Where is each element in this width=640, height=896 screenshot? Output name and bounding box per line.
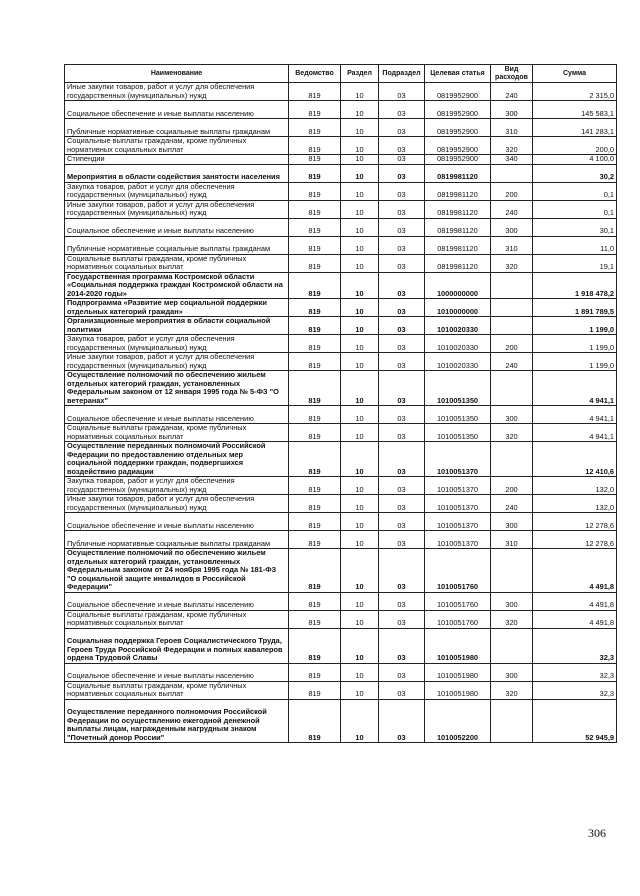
row-target-article: 0819981120: [425, 218, 491, 236]
row-subsection: 03: [379, 681, 425, 699]
row-expense-type: 310: [491, 119, 533, 137]
row-expense-type: 320: [491, 681, 533, 699]
row-department: 819: [289, 513, 341, 531]
row-section: 10: [341, 610, 379, 628]
header-subsection: Подраздел: [379, 65, 425, 83]
row-name: Государственная программа Костромской области «Социальная поддержка граждан Костромской области на 2014-2020 годы»: [65, 272, 289, 299]
row-target-article: 0819952900: [425, 83, 491, 101]
row-section: 10: [341, 272, 379, 299]
row-name: Осуществление полномочий по обеспечению жильем отдельных категорий граждан, установленных Федеральным законом от 12 января 1995 года № 5-ФЗ "О ветеранах": [65, 371, 289, 406]
row-name: Стипендии: [65, 155, 289, 165]
row-amount: 1 199,0: [533, 353, 617, 371]
header-department: Ведомство: [289, 65, 341, 83]
row-amount: 32,3: [533, 681, 617, 699]
table-row: [65, 101, 617, 119]
row-name: Публичные нормативные социальные выплаты гражданам: [65, 119, 289, 137]
row-expense-type: [491, 299, 533, 317]
row-section: 10: [341, 164, 379, 182]
table-row: [65, 549, 617, 593]
row-department: 819: [289, 317, 341, 335]
table-row: [65, 335, 617, 353]
header-expense-type: Вид расходов: [491, 65, 533, 83]
row-expense-type: [491, 164, 533, 182]
row-amount: 4 491,8: [533, 592, 617, 610]
row-amount: 2 315,0: [533, 83, 617, 101]
row-department: 819: [289, 371, 341, 406]
row-expense-type: 240: [491, 353, 533, 371]
header-name: Наименование: [65, 65, 289, 83]
row-name: Социальное обеспечение и иные выплаты населению: [65, 218, 289, 236]
table-row: [65, 155, 617, 165]
row-amount: 4 491,8: [533, 549, 617, 593]
row-subsection: 03: [379, 254, 425, 272]
table-row: [65, 495, 617, 513]
row-target-article: 1010051350: [425, 406, 491, 424]
table-row: [65, 137, 617, 155]
row-section: 10: [341, 299, 379, 317]
header-amount: Сумма: [533, 65, 617, 83]
row-department: 819: [289, 137, 341, 155]
row-amount: 200,0: [533, 137, 617, 155]
budget-table: [64, 64, 617, 743]
row-target-article: 1010020330: [425, 317, 491, 335]
row-subsection: 03: [379, 83, 425, 101]
row-section: 10: [341, 549, 379, 593]
table-row: [65, 254, 617, 272]
row-subsection: 03: [379, 272, 425, 299]
row-section: 10: [341, 406, 379, 424]
row-target-article: 1010051370: [425, 442, 491, 477]
row-name: Подпрограмма «Развитие мер социальной поддержки отдельных категорий граждан»: [65, 299, 289, 317]
row-target-article: 1010051350: [425, 424, 491, 442]
row-expense-type: 300: [491, 406, 533, 424]
table-body: [65, 83, 617, 743]
row-subsection: 03: [379, 182, 425, 200]
row-department: 819: [289, 254, 341, 272]
row-subsection: 03: [379, 101, 425, 119]
row-name: Публичные нормативные социальные выплаты гражданам: [65, 531, 289, 549]
row-name: Социальные выплаты гражданам, кроме публичных нормативных социальных выплат: [65, 137, 289, 155]
row-expense-type: 200: [491, 335, 533, 353]
row-subsection: 03: [379, 699, 425, 743]
table-row: [65, 442, 617, 477]
row-department: 819: [289, 236, 341, 254]
row-amount: 32,3: [533, 628, 617, 663]
row-department: 819: [289, 424, 341, 442]
row-department: 819: [289, 663, 341, 681]
row-name: Закупка товаров, работ и услуг для обеспечения государственных (муниципальных) нужд: [65, 335, 289, 353]
table-row: [65, 663, 617, 681]
row-expense-type: [491, 442, 533, 477]
row-amount: 12 278,6: [533, 531, 617, 549]
row-target-article: 1010051760: [425, 592, 491, 610]
row-section: 10: [341, 335, 379, 353]
row-subsection: 03: [379, 164, 425, 182]
row-expense-type: 320: [491, 254, 533, 272]
row-section: 10: [341, 592, 379, 610]
row-target-article: 0819981120: [425, 200, 491, 218]
row-department: 819: [289, 83, 341, 101]
row-section: 10: [341, 513, 379, 531]
row-expense-type: 300: [491, 592, 533, 610]
row-subsection: 03: [379, 610, 425, 628]
row-subsection: 03: [379, 477, 425, 495]
row-subsection: 03: [379, 317, 425, 335]
row-section: 10: [341, 353, 379, 371]
row-department: 819: [289, 155, 341, 165]
row-amount: 1 199,0: [533, 317, 617, 335]
row-subsection: 03: [379, 299, 425, 317]
row-expense-type: [491, 699, 533, 743]
row-target-article: 1010051370: [425, 495, 491, 513]
row-name: Иные закупки товаров, работ и услуг для обеспечения государственных (муниципальных) нужд: [65, 495, 289, 513]
row-amount: 141 283,1: [533, 119, 617, 137]
row-name: Публичные нормативные социальные выплаты гражданам: [65, 236, 289, 254]
row-target-article: 0819981120: [425, 236, 491, 254]
row-expense-type: 320: [491, 137, 533, 155]
row-name: Осуществление переданного полномочия Российской Федерации по осуществлению ежегодной денежной выплаты лицам, награжденным нагрудным знаком "Почетный донор России": [65, 699, 289, 743]
table-row: [65, 353, 617, 371]
row-subsection: 03: [379, 531, 425, 549]
table-row: [65, 371, 617, 406]
row-amount: 145 583,1: [533, 101, 617, 119]
row-subsection: 03: [379, 592, 425, 610]
row-amount: 30,1: [533, 218, 617, 236]
row-name: Социальные выплаты гражданам, кроме публичных нормативных социальных выплат: [65, 681, 289, 699]
row-section: 10: [341, 254, 379, 272]
row-name: Закупка товаров, работ и услуг для обеспечения государственных (муниципальных) нужд: [65, 182, 289, 200]
row-target-article: 1010000000: [425, 299, 491, 317]
row-department: 819: [289, 699, 341, 743]
row-department: 819: [289, 592, 341, 610]
row-target-article: 1010051370: [425, 477, 491, 495]
row-target-article: 0819981120: [425, 254, 491, 272]
row-section: 10: [341, 531, 379, 549]
row-amount: 4 941,1: [533, 406, 617, 424]
row-subsection: 03: [379, 406, 425, 424]
row-subsection: 03: [379, 200, 425, 218]
row-target-article: 1010052200: [425, 699, 491, 743]
row-target-article: 1010051760: [425, 549, 491, 593]
row-department: 819: [289, 406, 341, 424]
row-expense-type: [491, 628, 533, 663]
row-expense-type: 310: [491, 236, 533, 254]
table-row: [65, 477, 617, 495]
row-amount: 1 199,0: [533, 335, 617, 353]
row-subsection: 03: [379, 442, 425, 477]
row-amount: 52 945,9: [533, 699, 617, 743]
row-amount: 0,1: [533, 182, 617, 200]
table-row: [65, 218, 617, 236]
row-name: Осуществление переданных полномочий Российской Федерации по предоставлению отдельных мер социальной поддержки граждан, подвергшихся воздействию радиации: [65, 442, 289, 477]
row-department: 819: [289, 335, 341, 353]
row-target-article: 1010020330: [425, 335, 491, 353]
row-department: 819: [289, 353, 341, 371]
row-target-article: 1000000000: [425, 272, 491, 299]
row-amount: 132,0: [533, 477, 617, 495]
row-expense-type: [491, 549, 533, 593]
row-section: 10: [341, 83, 379, 101]
row-section: 10: [341, 200, 379, 218]
row-expense-type: 300: [491, 663, 533, 681]
row-section: 10: [341, 424, 379, 442]
table-row: [65, 592, 617, 610]
row-amount: 12 410,6: [533, 442, 617, 477]
row-subsection: 03: [379, 495, 425, 513]
row-name: Социальное обеспечение и иные выплаты населению: [65, 101, 289, 119]
row-subsection: 03: [379, 628, 425, 663]
row-subsection: 03: [379, 137, 425, 155]
row-subsection: 03: [379, 424, 425, 442]
row-section: 10: [341, 218, 379, 236]
row-target-article: 0819981120: [425, 164, 491, 182]
row-department: 819: [289, 200, 341, 218]
table-row: [65, 119, 617, 137]
row-section: 10: [341, 663, 379, 681]
row-target-article: 1010051350: [425, 371, 491, 406]
row-expense-type: [491, 272, 533, 299]
row-expense-type: 200: [491, 182, 533, 200]
row-section: 10: [341, 236, 379, 254]
row-expense-type: 240: [491, 83, 533, 101]
row-department: 819: [289, 531, 341, 549]
row-amount: 4 941,1: [533, 371, 617, 406]
table-row: [65, 182, 617, 200]
header-target-article: Целевая статья: [425, 65, 491, 83]
row-section: 10: [341, 628, 379, 663]
table-header-row: [65, 65, 617, 83]
row-subsection: 03: [379, 155, 425, 165]
row-amount: 32,3: [533, 663, 617, 681]
row-name: Осуществление полномочий по обеспечению жильем отдельных категорий граждан, установленных Федеральным законом от 24 ноября 1995 года № 181-ФЗ "О социальной защите инвалидов в Российской Федерации": [65, 549, 289, 593]
row-subsection: 03: [379, 335, 425, 353]
table-row: [65, 513, 617, 531]
row-name: Социальные выплаты гражданам, кроме публичных нормативных социальных выплат: [65, 254, 289, 272]
row-name: Социальные выплаты гражданам, кроме публичных нормативных социальных выплат: [65, 610, 289, 628]
row-expense-type: 240: [491, 200, 533, 218]
row-expense-type: [491, 371, 533, 406]
page-number: 306: [588, 826, 606, 840]
row-department: 819: [289, 272, 341, 299]
row-subsection: 03: [379, 236, 425, 254]
row-name: Социальное обеспечение и иные выплаты населению: [65, 663, 289, 681]
row-target-article: 0819952900: [425, 137, 491, 155]
table-row: [65, 424, 617, 442]
table-row: [65, 531, 617, 549]
row-amount: 1 918 478,2: [533, 272, 617, 299]
row-department: 819: [289, 549, 341, 593]
row-target-article: 1010051370: [425, 513, 491, 531]
row-department: 819: [289, 610, 341, 628]
row-expense-type: 200: [491, 477, 533, 495]
row-target-article: 1010051370: [425, 531, 491, 549]
row-subsection: 03: [379, 218, 425, 236]
row-section: 10: [341, 442, 379, 477]
row-amount: 30,2: [533, 164, 617, 182]
table-row: [65, 299, 617, 317]
row-target-article: 0819952900: [425, 155, 491, 165]
table-row: [65, 200, 617, 218]
row-target-article: 1010020330: [425, 353, 491, 371]
row-department: 819: [289, 101, 341, 119]
row-name: Социальное обеспечение и иные выплаты населению: [65, 406, 289, 424]
row-name: Закупка товаров, работ и услуг для обеспечения государственных (муниципальных) нужд: [65, 477, 289, 495]
row-subsection: 03: [379, 353, 425, 371]
row-name: Социальная поддержка Героев Социалистического Труда, Героев Труда Российской Федерации и полных кавалеров ордена Трудовой Славы: [65, 628, 289, 663]
row-expense-type: 300: [491, 513, 533, 531]
row-target-article: 1010051760: [425, 610, 491, 628]
row-expense-type: 320: [491, 424, 533, 442]
row-section: 10: [341, 119, 379, 137]
row-section: 10: [341, 681, 379, 699]
row-department: 819: [289, 628, 341, 663]
row-section: 10: [341, 101, 379, 119]
row-subsection: 03: [379, 371, 425, 406]
row-name: Социальные выплаты гражданам, кроме публичных нормативных социальных выплат: [65, 424, 289, 442]
row-target-article: 0819952900: [425, 119, 491, 137]
row-subsection: 03: [379, 549, 425, 593]
row-department: 819: [289, 182, 341, 200]
row-target-article: 1010051980: [425, 663, 491, 681]
table-row: [65, 610, 617, 628]
header-section: Раздел: [341, 65, 379, 83]
row-section: 10: [341, 371, 379, 406]
table-row: [65, 317, 617, 335]
row-amount: 1 891 789,5: [533, 299, 617, 317]
table-row: [65, 236, 617, 254]
row-amount: 0,1: [533, 200, 617, 218]
row-subsection: 03: [379, 119, 425, 137]
row-department: 819: [289, 119, 341, 137]
row-section: 10: [341, 699, 379, 743]
row-name: Мероприятия в области содействия занятости населения: [65, 164, 289, 182]
row-expense-type: [491, 317, 533, 335]
row-department: 819: [289, 495, 341, 513]
row-department: 819: [289, 218, 341, 236]
row-expense-type: 310: [491, 531, 533, 549]
row-name: Социальное обеспечение и иные выплаты населению: [65, 592, 289, 610]
row-department: 819: [289, 442, 341, 477]
row-expense-type: 300: [491, 101, 533, 119]
row-target-article: 0819981120: [425, 182, 491, 200]
row-department: 819: [289, 299, 341, 317]
row-section: 10: [341, 477, 379, 495]
table-row: [65, 699, 617, 743]
table-row: [65, 83, 617, 101]
table-row: [65, 272, 617, 299]
row-expense-type: 300: [491, 218, 533, 236]
row-name: Иные закупки товаров, работ и услуг для обеспечения государственных (муниципальных) нужд: [65, 200, 289, 218]
row-amount: 19,1: [533, 254, 617, 272]
row-section: 10: [341, 495, 379, 513]
row-target-article: 0819952900: [425, 101, 491, 119]
row-name: Организационные мероприятия в области социальной политики: [65, 317, 289, 335]
row-name: Иные закупки товаров, работ и услуг для обеспечения государственных (муниципальных) нужд: [65, 353, 289, 371]
row-section: 10: [341, 182, 379, 200]
row-department: 819: [289, 681, 341, 699]
row-name: Иные закупки товаров, работ и услуг для обеспечения государственных (муниципальных) нужд: [65, 83, 289, 101]
table-row: [65, 164, 617, 182]
row-department: 819: [289, 164, 341, 182]
row-amount: 4 941,1: [533, 424, 617, 442]
budget-sheet: [64, 64, 616, 743]
row-expense-type: 240: [491, 495, 533, 513]
row-subsection: 03: [379, 513, 425, 531]
row-amount: 12 278,6: [533, 513, 617, 531]
row-name: Социальное обеспечение и иные выплаты населению: [65, 513, 289, 531]
table-row: [65, 628, 617, 663]
row-subsection: 03: [379, 663, 425, 681]
row-target-article: 1010051980: [425, 681, 491, 699]
row-department: 819: [289, 477, 341, 495]
row-amount: 132,0: [533, 495, 617, 513]
row-target-article: 1010051980: [425, 628, 491, 663]
row-amount: 4 100,0: [533, 155, 617, 165]
row-amount: 4 491,8: [533, 610, 617, 628]
row-section: 10: [341, 317, 379, 335]
row-expense-type: 340: [491, 155, 533, 165]
table-row: [65, 681, 617, 699]
row-section: 10: [341, 137, 379, 155]
row-section: 10: [341, 155, 379, 165]
row-expense-type: 320: [491, 610, 533, 628]
table-row: [65, 406, 617, 424]
row-amount: 11,0: [533, 236, 617, 254]
